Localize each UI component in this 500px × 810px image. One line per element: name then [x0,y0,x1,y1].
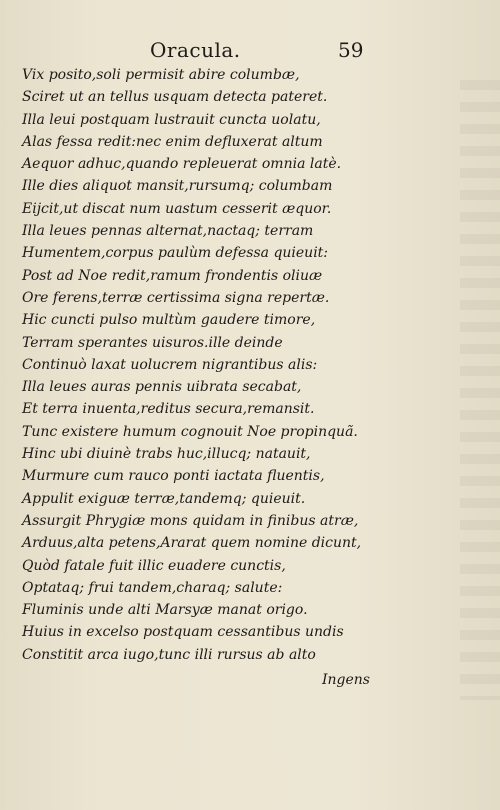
verse-line: Quòd fatale fuit illic euadere cunctis, [22,557,286,574]
verse-line: Assurgit Phrygiæ mons quidam in finibus atræ, [22,512,359,529]
verse-line: Post ad Noe redit,ramum frondentis oliuæ [22,267,323,284]
verse-line: Hinc ubi diuinè trabs huc,illucq; natauit, [22,446,311,463]
verse-line: Vix posito,soli permisit abire columbæ, [22,67,300,83]
verse-line: Terram sperantes uisuros.ille deinde [22,334,283,351]
catchword: Ingens [322,672,370,688]
verse-line: Sciret ut an tellus usquam detecta pateret. [22,89,328,106]
verse-line: Continuò laxat uolucrem nigrantibus alis: [22,356,318,373]
page-header [0,38,500,66]
verse-line: Murmure cum rauco ponti iactata fluentis, [22,468,325,485]
verse-line: Illa leues auras pennis uibrata secabat, [22,379,302,396]
verse-line: Et terra inuenta,reditus secura,remansit. [22,401,315,418]
verse-line: Constitit arca iugo,tunc illi rursus ab alto [22,646,316,663]
running-title: Oracula. [150,38,241,62]
verse-block [22,64,362,666]
verse-line: Optataq; frui tandem,charaq; salute: [22,579,283,596]
verse-line: Fluminis unde alti Marsyæ manat origo. [22,602,308,619]
verse-line: Ore ferens,terræ certissima signa repertæ. [22,289,330,306]
verse-line: Huius in excelso postquam cessantibus undis [22,624,344,641]
verse-line: Hic cuncti pulso multùm gaudere timore, [22,312,316,329]
verse-line: Eijcit,ut discat num uastum cesserit æquor. [22,200,332,217]
verse-line: Aequor adhuc,quando repleuerat omnia latè. [22,156,342,173]
show-through-shadow [460,80,500,700]
verse-line: Arduus,alta petens,Ararat quem nomine dicunt, [22,535,362,552]
verse-line: Ille dies aliquot mansit,rursumq; columbam [22,178,333,195]
verse-line: Humentem,corpus paulùm defessa quieuit: [22,245,329,262]
verse-line: Appulit exiguæ terræ,tandemq; quieuit. [22,490,306,507]
verse-line: Illa leui postquam lustrauit cuncta uolatu, [22,111,321,128]
page-number: 59 [338,38,364,62]
verse-line: Alas fessa redit:nec enim defluxerat altum [22,133,323,150]
verse-line: Illa leues pennas alternat,nactaq; terram [22,223,314,240]
verse-line: Tunc existere humum cognouit Noe propinquã. [22,423,358,440]
